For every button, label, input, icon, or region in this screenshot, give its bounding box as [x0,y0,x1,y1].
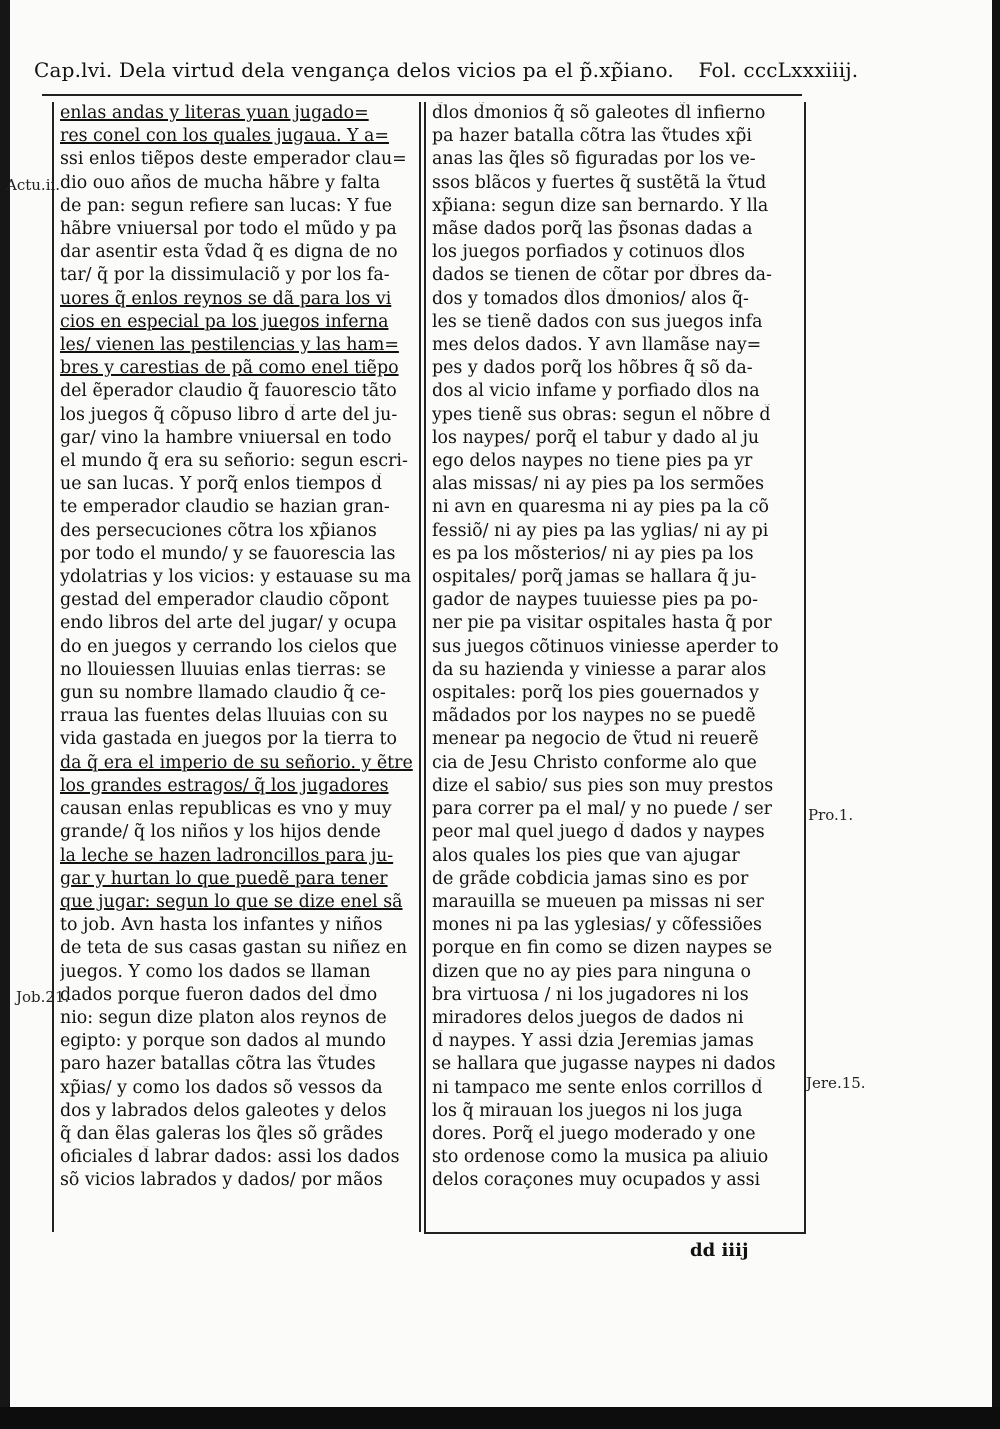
margin-note-pro: Pro.1. [808,806,854,824]
text-line: gar/ vino la hambre vniuersal en todo [60,427,392,448]
text-line: los grandes estragos/ q̃ los jugadores [60,775,389,796]
text-line: nio: segun dize platon alos reynos de [60,1007,387,1028]
folio-number: Fol. cccLxxxiiij. [698,58,859,82]
text-line: bres y carestias de pã como enel tiẽpo [60,358,399,379]
text-line: ner pie pa visitar ospitales hasta q̃ por [432,613,772,634]
text-line: gun su nombre llamado claudio q̃ ce- [60,683,386,704]
text-line: es pa los mõsterios/ ni ay pies pa los [432,543,754,564]
text-line: fessiõ/ ni ay pies pa las yglias/ ni ay pi [432,520,769,541]
text-line: dio ouo años de mucha hãbre y falta [60,172,381,193]
text-line: dores. Porq̃ el juego moderado y one [432,1123,756,1144]
text-line: vida gastada en juegos por la tierra to [60,729,397,750]
text-line: res conel con los quales jugaua. Y a= [60,126,389,147]
text-line: ni avn en quaresma ni ay pies pa la cõ [432,497,769,518]
text-line: rraua las fuentes delas lluuias con su [60,706,389,727]
chapter-number: Cap.lvi. [34,58,113,82]
text-line: del ẽperador claudio q̃ fauorescio tãto [60,381,397,402]
text-line: grande/ q̃ los niños y los hijos dende [60,822,381,843]
text-line: dar asentir esta ṽdad q̃ es digna de no [60,242,398,263]
text-line: dados se tienen de cõtar por d̃bres da- [432,265,772,286]
margin-note-job: Job.21. [16,988,70,1006]
text-line: por todo el mundo/ y se fauorescia las [60,543,396,564]
text-line: da q̃ era el imperio de su señorio. y ẽtre [60,752,413,773]
running-header [34,58,859,82]
text-line: sto ordenose como la musica pa aliuio [432,1147,769,1168]
text-line: to job. Avn hasta los infantes y niños [60,915,383,936]
chapter-title: Dela virtud dela vengança delos vicios pa el p̃.xp̃iano. [119,58,674,82]
margin-note-actu: Actu.ii. [6,176,61,194]
text-line: ypes tienẽ sus obras: segun el nõbre d̃ [432,404,771,425]
text-line: te emperador claudio se hazian gran- [60,497,390,518]
header-rule [42,94,802,96]
text-line: ssi enlos tiẽpos deste emperador clau= [60,149,407,170]
text-line: que jugar: segun lo que se dize enel sã [60,891,403,912]
text-line: alos quales los pies que van ajugar [432,845,740,866]
text-line: des persecuciones cõtra los xp̃ianos [60,520,377,541]
text-line: gestad del emperador claudio cõpont [60,590,389,611]
text-line: oficiales d̃ labrar dados: assi los dados [60,1147,400,1168]
text-line: cios en especial pa los juegos inferna [60,311,389,332]
text-line: gador de naypes tuuiesse pies pa po- [432,590,759,611]
text-line: los q̃ mirauan los juegos ni los juga [432,1100,743,1121]
text-line: miradores delos juegos de dados ni [432,1007,744,1028]
text-line: ego delos naypes no tiene pies pa yr [432,451,753,472]
text-line: pa hazer batalla cõtra las ṽtudes xp̃i [432,126,752,147]
text-line: los juegos q̃ cõpuso libro d̃ arte del ju- [60,404,398,425]
text-line: endo libros del arte del jugar/ y ocupa [60,613,397,634]
text-line: peor mal quel juego d̃ dados y naypes [432,822,765,843]
signature-mark: dd iiij [690,1240,749,1261]
text-line: de grãde cobdicia jamas sino es por [432,868,749,889]
text-line: hãbre vniuersal por todo el mũdo y pa [60,219,397,240]
text-line: los naypes/ porq̃ el tabur y dado al ju [432,427,760,448]
text-line: egipto: y porque son dados al mundo [60,1031,387,1052]
text-line: marauilla se mueuen pa missas ni ser [432,891,764,912]
text-line: q̃ dan ẽlas galeras los q̃les sõ grãdes [60,1123,384,1144]
text-line: do en juegos y cerrando los cielos que [60,636,397,657]
page-right-edge [992,0,1000,1429]
text-line: dize el sabio/ sus pies son muy prestos [432,775,774,796]
text-line: ssos blãcos y fuertes q̃ sustẽtã la ṽtud [432,172,767,193]
text-line: ospitales: porq̃ los pies gouernados y [432,683,759,704]
text-line: les se tienẽ dados con sus juegos infa [432,311,763,332]
text-line: uores q̃ enlos reynos se dã para los vi [60,288,392,309]
text-line: de pan: segun refiere san lucas: Y fue [60,195,393,216]
text-line: xp̃ias/ y como los dados sõ vessos da [60,1077,383,1098]
text-line: causan enlas republicas es vno y muy [60,799,392,820]
text-line: anas las q̃les sõ figuradas por los ve- [432,149,756,170]
text-line: tar/ q̃ por la dissimulaciõ y por los fa- [60,265,390,286]
text-line: dos y labrados delos galeotes y delos [60,1100,387,1121]
text-line: dos al vicio infame y porfiado d̃los na [432,381,760,402]
text-line: ni tampaco me sente enlos corrillos d̃ [432,1077,763,1098]
page-bottom-edge [0,1407,1000,1429]
text-line: les/ vienen las pestilencias y las ham= [60,335,399,356]
text-line: la leche se hazen ladroncillos para ju- [60,845,394,866]
text-line: mones ni pa las yglesias/ y cõfessiões [432,915,762,936]
text-line: cia de Jesu Christo conforme alo que [432,752,757,773]
text-column-right [424,102,806,1234]
text-line: dizen que no ay pies para ninguna o [432,961,751,982]
text-line: sõ vicios labrados y dados/ por mãos [60,1170,383,1191]
text-line: paro hazer batallas cõtra las ṽtudes [60,1054,376,1075]
text-line: sus juegos cõtinuos viniesse aperder to [432,636,779,657]
text-line: mes delos dados. Y avn llamãse nay= [432,335,762,356]
text-line: de teta de sus casas gastan su niñez en [60,938,408,959]
text-line: ue san lucas. Y porq̃ enlos tiempos d̃ [60,474,382,495]
text-line: gar y hurtan lo que puedẽ para tener [60,868,388,889]
text-line: menear pa negocio de ṽtud ni reuerẽ [432,729,759,750]
text-line: porque en fin como se dizen naypes se [432,938,773,959]
text-line: alas missas/ ni ay pies pa los sermões [432,474,765,495]
text-line: da su hazienda y viniesse a parar alos [432,659,767,680]
text-line: xp̃iana: segun dize san bernardo. Y lla [432,195,769,216]
text-line: mãdados por los naypes no se puedẽ [432,706,756,727]
text-line: dados porque fueron dados del d̃mo [60,984,378,1005]
text-line: para correr pa el mal/ y no puede / ser [432,799,772,820]
text-line: enlas andas y literas yuan jugado= [60,103,369,123]
text-line: dos y tomados d̃los d̃monios/ alos q̃- [432,288,749,309]
text-line: d̃los d̃monios q̃ sõ galeotes d̃l infierno [432,103,766,123]
margin-note-jere: Jere.15. [806,1074,866,1092]
text-line: ydolatrias y los vicios: y estauase su ma [60,567,412,588]
page-left-edge [0,0,10,1429]
text-column-left [52,102,421,1232]
text-line: juegos. Y como los dados se llaman [60,961,371,982]
text-line: delos coraçones muy ocupados y assi [432,1170,761,1191]
text-line: se hallara que jugasse naypes ni dados [432,1054,776,1075]
text-line: pes y dados porq̃ los hõbres q̃ sõ da- [432,358,753,379]
text-line: los juegos porfiados y cotinuos d̃los [432,242,745,263]
text-line: bra virtuosa / ni los jugadores ni los [432,984,749,1005]
text-line: d̃ naypes. Y assi d̃zia Jeremias jamas [432,1031,754,1052]
text-line: no llouiessen lluuias enlas tierras: se [60,659,386,680]
text-line: el mundo q̃ era su señorio: segun escri- [60,451,408,472]
text-line: mãse dados porq̃ las p̃sonas dadas a [432,219,753,240]
text-line: ospitales/ porq̃ jamas se hallara q̃ ju- [432,567,757,588]
